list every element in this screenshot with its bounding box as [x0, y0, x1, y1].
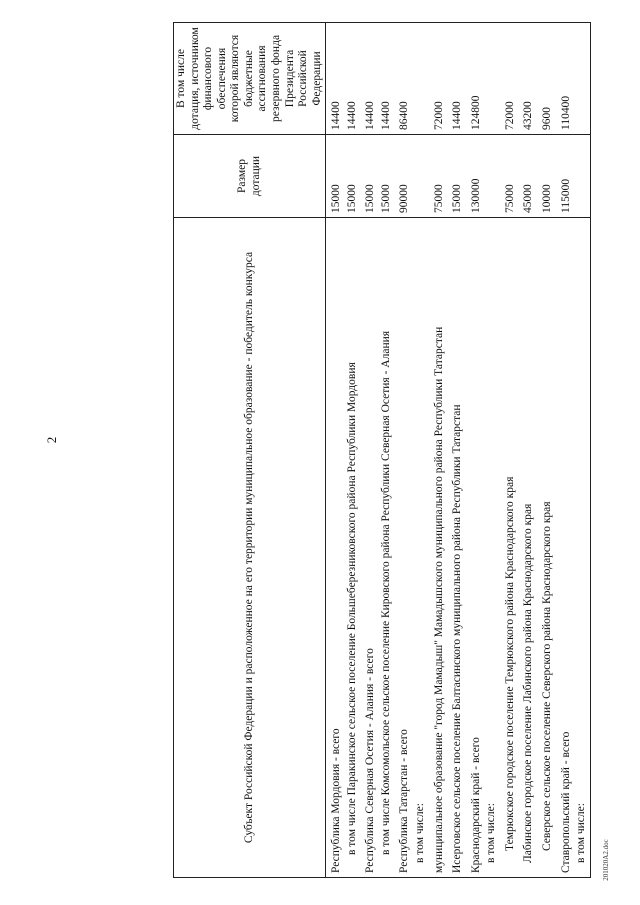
footer-filename: 201020A2.doc	[602, 839, 610, 881]
table-row	[379, 23, 395, 878]
row-reserve: 14400	[360, 23, 379, 135]
row-size: 15000	[447, 135, 466, 218]
row-name: в том числе:	[484, 218, 500, 878]
row-name: Республика Северная Осетия - Алания - всего	[360, 218, 379, 878]
row-reserve: 14400	[345, 23, 361, 135]
row-reserve: 72000	[500, 23, 519, 135]
row-reserve	[484, 23, 500, 135]
row-size: 10000	[537, 135, 556, 218]
row-size	[574, 135, 590, 218]
row-reserve	[574, 23, 590, 135]
table-row	[394, 23, 413, 878]
table-row	[413, 23, 429, 878]
table-header-row	[174, 23, 326, 878]
row-size: 15000	[326, 135, 345, 218]
row-reserve: 86400	[394, 23, 413, 135]
row-name: в том числе:	[574, 218, 590, 878]
row-size: 75000	[429, 135, 448, 218]
header-reserve-fund: В том числе дотация, источником финансового обеспечения которой являются бюджетные ассигнования резервного фонда Президента Российской Федерации	[174, 23, 326, 135]
row-size: 15000	[360, 135, 379, 218]
row-size: 15000	[345, 135, 361, 218]
row-reserve: 9600	[537, 23, 556, 135]
row-size: 90000	[394, 135, 413, 218]
row-reserve: 14400	[326, 23, 345, 135]
table-row	[345, 23, 361, 878]
row-name: Республика Татарстан - всего	[394, 218, 413, 878]
table-row	[466, 23, 485, 878]
row-reserve: 110400	[556, 23, 575, 135]
table-row	[326, 23, 345, 878]
row-size: 115000	[556, 135, 575, 218]
table-row	[360, 23, 379, 878]
row-name: Лабинское городское поселение Лабинского района Краснодарского края	[518, 218, 537, 878]
row-size: 45000	[518, 135, 537, 218]
row-name: муниципальное образование "город Мамадыш" Мамадышского муниципального района Республики Татарстан	[429, 218, 448, 878]
table-row	[429, 23, 448, 878]
table-row	[556, 23, 575, 878]
row-size: 75000	[500, 135, 519, 218]
row-reserve: 43200	[518, 23, 537, 135]
table-row	[447, 23, 466, 878]
page-content	[173, 23, 588, 878]
page-number: 2	[44, 436, 59, 444]
row-name: Северское сельское поселение Северского района Краснодарского края	[537, 218, 556, 878]
rotated-table-container	[173, 23, 588, 878]
row-reserve: 72000	[429, 23, 448, 135]
row-reserve	[413, 23, 429, 135]
table-row	[484, 23, 500, 878]
row-size	[413, 135, 429, 218]
row-name: в том числе Паракинское сельское поселение Большеберезниковского района Республики Мордовия	[345, 218, 361, 878]
table-row	[537, 23, 556, 878]
row-size: 130000	[466, 135, 485, 218]
table-row	[574, 23, 590, 878]
row-size	[484, 135, 500, 218]
row-name: Краснодарский край - всего	[466, 218, 485, 878]
row-name: в том числе Комсомольское сельское поселение Кировского района Республики Северная Осетия - Алания	[379, 218, 395, 878]
header-subject: Субъект Российской Федерации и расположенное на его территории муниципальное образование - победитель конкурса	[174, 218, 326, 878]
subsidy-table	[173, 22, 591, 878]
row-reserve: 124800	[466, 23, 485, 135]
row-name: Республика Мордовия - всего	[326, 218, 345, 878]
table-row	[500, 23, 519, 878]
header-subsidy-size: Размер дотации	[174, 135, 326, 218]
row-name: в том числе:	[413, 218, 429, 878]
row-name: Темрюкское городское поселение Темрюкского района Краснодарского края	[500, 218, 519, 878]
row-size: 15000	[379, 135, 395, 218]
table-row	[518, 23, 537, 878]
row-name: Исерговское сельское поселение Балтасинского муниципального района Республики Татарстан	[447, 218, 466, 878]
row-name: Ставропольский край - всего	[556, 218, 575, 878]
row-reserve: 14400	[447, 23, 466, 135]
row-reserve: 14400	[379, 23, 395, 135]
